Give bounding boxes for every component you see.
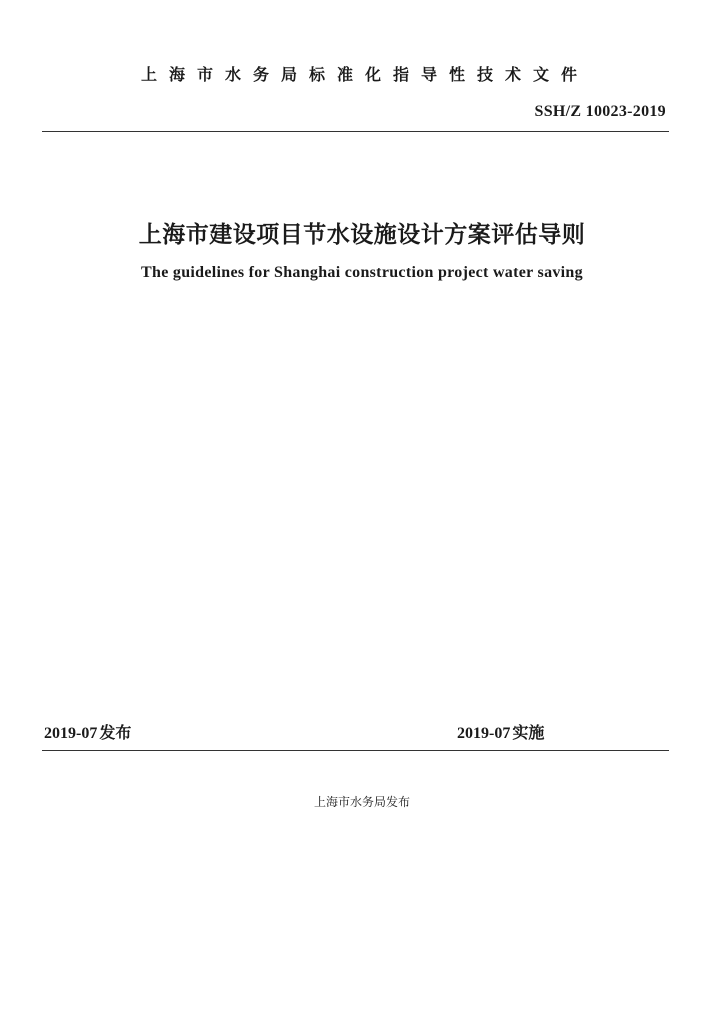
document-title-chinese: 上海市建设项目节水设施设计方案评估导则 [138, 222, 586, 248]
document-code: SSH/Z 10023-2019 [534, 103, 666, 120]
top-divider [42, 131, 669, 132]
bottom-divider [42, 750, 669, 751]
effective-date-block [457, 720, 544, 743]
publisher-line: 上海市水务局发布 [313, 795, 410, 809]
issue-date-block [44, 720, 131, 743]
issuing-org-header: 上海市水务局标准化指导性技术文件 [140, 65, 589, 84]
issue-date: 2019-07 [44, 725, 98, 742]
effective-label: 实施 [512, 723, 545, 742]
issue-label: 发布 [99, 723, 132, 742]
effective-date: 2019-07 [457, 725, 511, 742]
document-title-english: The guidelines for Shanghai construction project water saving [141, 264, 583, 281]
